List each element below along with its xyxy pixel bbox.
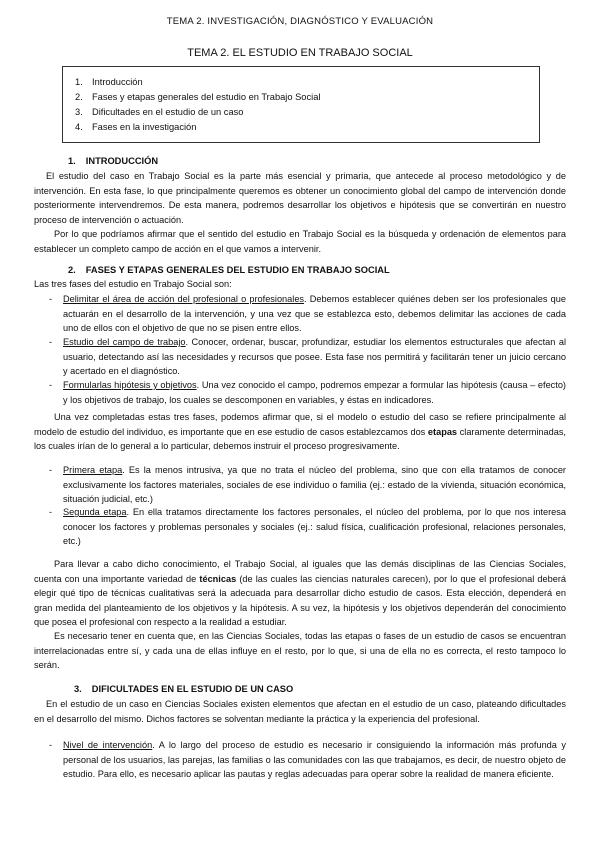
paragraph: Por lo que podríamos afirmar que el sentido del estudio en Trabajo Social es la búsqueda y ordenación de elementos para establecer un completo campo de acción en el que vamos a intervenir. [34,229,566,254]
paragraph: En el estudio de un caso en Ciencias Sociales existen elementos que afectan en el estudio de un caso, plateando dificultades en el desarrollo del mismo. Dichos factores se solventan mediante la práctica y la experiencia del profesional. [34,699,566,724]
toc-item: 4. Fases en la investigación [75,122,197,132]
list-item: - Delimitar el área de acción del profesional o profesionales. Debemos establecer quiénes deben ser los profesionales que actuarán en el desarrollo de la intervención, y una vez que se establezca esto, debemos delimitar las acciones de cada uno de ellos con el objetivo de que no se pisen entre ellos. [49,294,567,334]
toc-item: 1. Introducción [75,77,143,87]
toc-item: 2. Fases y etapas generales del estudio en Trabajo Social [75,92,321,102]
list-item: - Segunda etapa. En ella tratamos directamente los factores personales, el núcleo del problema, por lo que nos interesa conocer los factores y problemas personales y sociales (ej.: salud física, cualificación profesional, relaciones personales, etc.) [49,507,566,547]
section-heading-fases: 2. FASES Y ETAPAS GENERALES DEL ESTUDIO EN TRABAJO SOCIAL [68,265,390,275]
running-header: TEMA 2. INVESTIGACIÓN, DIAGNÓSTICO Y EVALUACIÓN [166,16,434,27]
list-item: - Primera etapa. Es la menos intrusiva, ya que no trata el núcleo del problema, sino que con ella tratamos de conocer exclusivamente los factores materiales, sociales de ese individuo o familia (ej.: estado de la vivienda, situación económica, situación judicial, etc.) [49,465,566,505]
paragraph: Las tres fases del estudio en Trabajo Social son: [34,279,232,289]
section-heading-introduccion: 1. INTRODUCCIÓN [68,156,159,166]
toc-item: 3. Dificultades en el estudio de un caso [75,107,244,117]
table-of-contents [62,66,540,143]
paragraph: Una vez completadas estas tres fases, podemos afirmar que, si el modelo o estudio del caso se refiere principalmente al modelo de estudio del individuo, es importante que en ese estudio de casos establezcamos dos etapas claramente determinadas, los cuales irían de lo general a lo particular, debemos instruir el proceso progresivamente. [34,412,566,452]
list-item: - Formularlas hipótesis y objetivos. Una vez conocido el campo, podremos empezar a formular las hipótesis (causa – efecto) y los objetivos de trabajo, los cuales se descomponen en variables, y éstas en indicadores. [49,380,566,405]
paragraph: Es necesario tener en cuenta que, en las Ciencias Sociales, todas las etapas o fases de un estudio de casos se encuentran interrelacionadas entre sí, y cada una de ellas influye en el resto, por lo que, si una de ella no es correcta, el resto tampoco lo serán. [34,631,566,671]
page-title: TEMA 2. EL ESTUDIO EN TRABAJO SOCIAL [187,47,413,59]
list-item: - Nivel de intervención. A lo largo del proceso de estudio es necesario ir consiguiendo la información más profunda y personal de los usuarios, las parejas, las familias o las comunidades con las que trabajamos, es decir, de nuestro objeto de estudio. Para ello, es necesario aplicar las pautas y reglas adecuadas para operar sobre la realidad de manera eficiente. [49,740,566,780]
paragraph: El estudio del caso en Trabajo Social es la parte más esencial y primaria, que antecede al proceso metodológico y de intervención. En esta fase, lo que principalmente queremos es obtener un conocimiento global del campo de intervención donde posteriormente intervendremos. De esta manera, podremos desarrollar los objetivos e hipótesis que se convertirán en nuestro proceso de intervención o actuación. [34,171,566,225]
list-item: - Estudio del campo de trabajo. Conocer, ordenar, buscar, profundizar, estudiar los elementos estructurales que afectan al usuario, detectando así las necesidades y recursos que posee. Esta fase nos permitirá y facilitarán tener un juicio cercano y acertado en el diagnóstico. [49,337,566,377]
section-heading-dificultades: 3. DIFICULTADES EN EL ESTUDIO DE UN CASO [74,684,294,694]
paragraph: Para llevar a cabo dicho conocimiento, el Trabajo Social, al iguales que las demás disciplinas de las Ciencias Sociales, cuenta con una importante variedad de técnicas (de las cuales las ciencias naturales carecen), por lo que el profesional deberá elegir qué tipo de técnicas cualitativas será la adecuada para desarrollar dicho estudio de casos. Esta elección, dependerá en gran medida del planteamiento de los objetivos y la hipótesis. A su vez, la hipótesis y los objetivos dependerán del conocimiento que posea el profesional con respecto a la realidad a estudiar. [34,559,566,628]
